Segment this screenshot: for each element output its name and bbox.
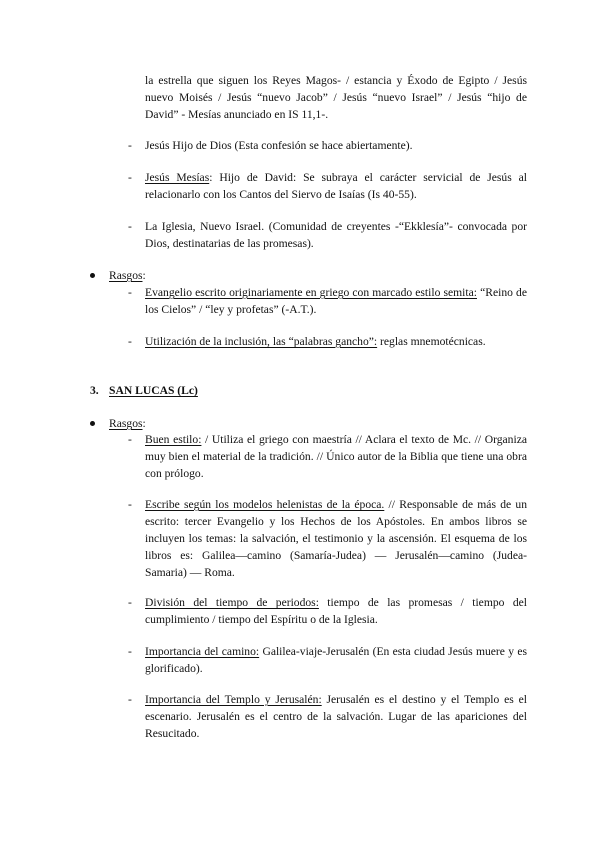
list-item-text: La Iglesia, Nuevo Israel. (Comunidad de creyentes -“Ekklesía”- convocada por Dios, destinatarias de las promesas).	[145, 220, 527, 250]
list-item-division-tiempo	[128, 594, 527, 628]
list-item-body: // Responsable de más de un escrito: tercer Evangelio y los Hechos de los Apóstoles. En ambos libros se incluyen los temas: la salvación, el testimonio y la ascensión. El esquema de los libros es: Galilea—camino (Samaría-Judea) — Jerusalén—camino (Judea-Samaria) — Roma.	[145, 498, 527, 579]
list-item-rasgo-inclusion	[128, 333, 527, 350]
dash-marker: -	[128, 693, 132, 706]
list-item-text	[145, 284, 527, 318]
list-item-text	[145, 594, 527, 628]
dash-marker: -	[128, 335, 132, 348]
section-title: SAN LUCAS (Lc)	[109, 384, 198, 397]
list-item-text	[145, 431, 527, 482]
list-item-hijo-de-dios	[128, 137, 527, 154]
list-item-body: / Utiliza el griego con maestría // Aclara el texto de Mc. // Organiza muy bien el material de la tradición. // Único autor de la Biblia que tiene una obra con prólogo.	[145, 433, 527, 480]
dash-marker: -	[128, 171, 132, 184]
dash-marker: -	[128, 596, 132, 609]
list-item-label: Importancia del Templo y Jerusalén:	[145, 693, 322, 706]
list-item-text	[145, 643, 527, 677]
list-item-text: Jesús Hijo de Dios (Esta confesión se hace abiertamente).	[145, 139, 413, 152]
continuation-paragraph	[145, 72, 527, 123]
list-item-body: : Hijo de David: Se subraya el carácter servicial de Jesús al relacionarlo con los Cantos del Siervo de Isaías (Is 40-55).	[145, 171, 527, 201]
list-item-modelos-helenistas	[128, 496, 527, 581]
bullet-icon	[90, 421, 95, 426]
dash-marker: -	[128, 139, 132, 152]
list-item-body: Galilea-viaje-Jerusalén (En esta ciudad Jesús muere y es glorificado).	[145, 645, 527, 675]
list-item-body: Jerusalén es el destino y el Templo es el escenario. Jerusalén es el centro de la salvación. Lugar de las apariciones del Resucitado.	[145, 693, 528, 740]
list-item-body: tiempo de las promesas / tiempo del cumplimiento / tiempo del Espíritu o de la Iglesia.	[145, 596, 527, 626]
rasgos-label: Rasgos	[109, 417, 143, 430]
continuation-text: la estrella que siguen los Reyes Magos- / estancia y Éxodo de Egipto / Jesús nuevo Moisés / Jesús “nuevo Jacob” / Jesús “nuevo Israel” / Jesús “hijo de David” - Mesías anunciado en IS 11,1-.	[145, 74, 527, 121]
dash-marker: -	[128, 286, 132, 299]
list-item-text	[145, 691, 527, 742]
list-item-label: Buen estilo:	[145, 433, 202, 446]
list-item-importancia-camino	[128, 643, 527, 677]
bullet-label	[109, 267, 146, 284]
list-item-label: Importancia del camino:	[145, 645, 260, 658]
list-item-text	[145, 333, 527, 350]
rasgos-label: Rasgos	[109, 269, 143, 282]
section-number: 3.	[90, 384, 99, 397]
list-item-body: reglas mnemotécnicas.	[377, 335, 486, 348]
rasgos-colon: :	[142, 417, 146, 430]
list-item-text	[145, 496, 527, 581]
list-item-label: Escribe según los modelos helenistas de la época.	[145, 498, 385, 511]
list-item-label: Evangelio escrito originariamente en griego con marcado estilo semita:	[145, 286, 477, 299]
list-item-buen-estilo	[128, 431, 527, 482]
list-item-label: División del tiempo de periodos:	[145, 596, 319, 609]
section-heading-san-lucas	[90, 382, 198, 399]
bullet-label	[109, 415, 146, 432]
bullet-icon	[90, 273, 95, 278]
list-item-importancia-templo	[128, 691, 528, 742]
list-item-iglesia	[128, 218, 527, 252]
list-item-label: Jesús Mesías	[145, 171, 210, 184]
list-item-mesias	[128, 169, 527, 203]
list-item-text	[145, 169, 527, 203]
list-item-body: “Reino de los Cielos” / “ley y profetas” (-A.T.).	[145, 286, 527, 316]
dash-marker: -	[128, 220, 132, 233]
list-item-label: Utilización de la inclusión, las “palabras gancho”:	[145, 335, 378, 348]
list-item-rasgo-griego	[128, 284, 527, 318]
dash-marker: -	[128, 433, 132, 446]
rasgos-colon: :	[142, 269, 146, 282]
dash-marker: -	[128, 498, 132, 511]
dash-marker: -	[128, 645, 132, 658]
